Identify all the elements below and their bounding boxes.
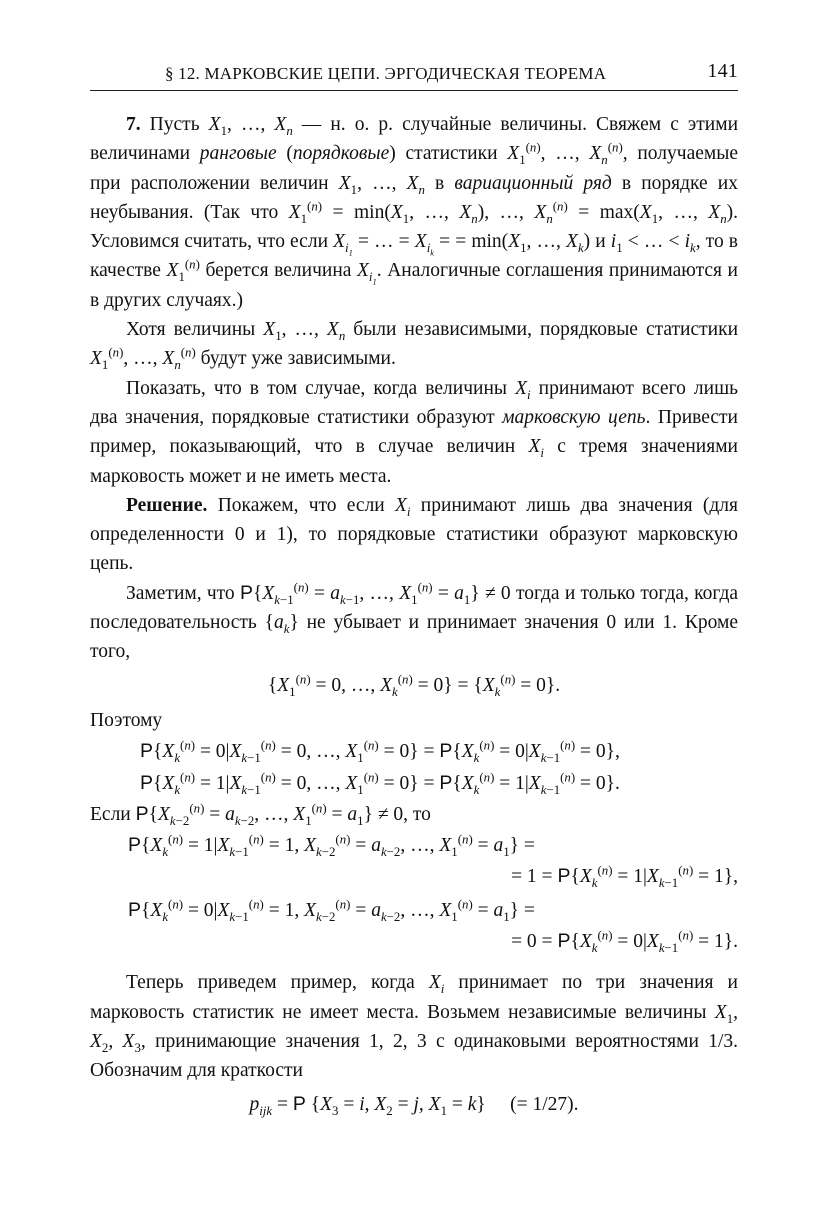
display-equation-4a: $P\{X_k^{(n)} = 1|X_{k-1}^{(n)} = 1$, $X_{k-2}^{(n)} = a_{k-2}$, …, $X_1^{(n)} = a_1$} =	[128, 832, 535, 860]
problem-number: 7.	[126, 114, 141, 135]
paragraph-solution: Решение. Покажем, что если $X_i$ принимают лишь два значения (для определенности 0 и 1), то порядковые статистики образуют марковскую цепь.	[90, 494, 738, 575]
header-title: § 12. МАРКОВСКИЕ ЦЕПИ. ЭРГОДИЧЕСКАЯ ТЕОРЕМА	[165, 64, 607, 83]
display-equation-3: $P\{X_k^{(n)} = 1|X_{k-1}^{(n)} = 0$, …, $X_1^{(n)} = 0\} = P\{X_k^{(n)} = 1|X_{k-1}^{(n)} = 0\}$.	[140, 770, 620, 797]
paragraph-example: Теперь приведем пример, когда $X_i$ принимает по три значения и марковость статистик не имеет места. Возьмем независимые величины $X_1$, $X_2$, $X_3$, принимающие значения 1, 2, 3 с одинаковыми вероятностями 1/3. Обозначим для краткости	[90, 972, 738, 1082]
display-equation-5a: $P\{X_k^{(n)} = 0|X_{k-1}^{(n)} = 1$, $X_{k-2}^{(n)} = a_{k-2}$, …, $X_1^{(n)} = a_1$} =	[128, 897, 535, 924]
display-equation-2: $P\{X_k^{(n)} = 0|X_{k-1}^{(n)} = 0$, …, $X_1^{(n)} = 0\} = P\{X_k^{(n)} = 0|X_{k-1}^{(n)} = 0\}$,	[140, 738, 620, 766]
text-body	[90, 110, 738, 1125]
display-equation-1: {$X_1^{(n)} = 0$, …, $X_k^{(n)} = 0\} = \{X_k^{(n)} = 0\}$.	[267, 672, 561, 699]
paragraph-if: Если $P\{X_{k-2}^{(n)} = a_{k-2}$, …, $X_1^{(n)} = a_1\} \ne 0$, то	[90, 801, 431, 828]
running-header	[90, 60, 738, 91]
solution-label: Решение.	[126, 494, 208, 516]
page-number: 141	[707, 60, 738, 82]
paragraph-dependence: Хотя величины $X_1$, …, $X_n$ были независимыми, порядковые статистики $X_1^{(n)}$, …, $X_n^{(n)}$ будут уже зависимыми.	[90, 319, 739, 373]
problem-statement: 7. Пусть $X_1$, …, $X_n$ — н. о. р. случайные величины. Свяжем с этими величинами ранговые (порядковые) статистики $X_1^{(n)}$, …, $X_n^{(n)}$, получаемые при расположении величин $X_1$, …, $X_n$ в вариационный ряд в порядке их неубывания. (Так что $X_1^{(n)} = \min(X_1$, …, $X_n$), …, $X_n^{(n)} = \max(X_1$, …, $X_n$). Условимся считать, что если $X_{i_1}$ = … = $X_{i_k}$ = = $\min(X_1$, …, $X_k$) и $i_1$ < … < $i_k$, то в качестве $X_1^{(n)}$ берется величина $X_{i_1}$. Аналогичные соглашения принимаются и в других случаях.)	[90, 114, 739, 311]
display-equation-5b: = $0 = P\{X_k^{(n)} = 0|X_{k-1}^{(n)} = 1\}$.	[511, 928, 738, 955]
display-equation-4b: = $1 = P\{X_k^{(n)} = 1|X_{k-1}^{(n)} = 1\}$,	[511, 863, 738, 891]
paragraph-note: Заметим, что $P\{X_{k-1}^{(n)} = a_{k-1}$, …, $X_1^{(n)} = a_1\} \ne 0$ тогда и только тогда, когда последовательность $\{a_k\}$ не убывает и принимает значения 0 или 1. Кроме того,	[90, 580, 739, 663]
paragraph-task: Показать, что в том случае, когда величины $X_i$ принимают всего лишь два значения, порядковые статистики образуют марковскую цепь. Привести пример, показывающий, что в случае величин $X_i$ с тремя значениями марковость может и не иметь места.	[90, 377, 738, 487]
display-equation-6: $p_{ijk} = P$ {$X_3 = i$, $X_2 = j$, $X_1 = k$} (= 1/27).	[249, 1092, 579, 1118]
word-therefore: Поэтому	[90, 709, 163, 731]
